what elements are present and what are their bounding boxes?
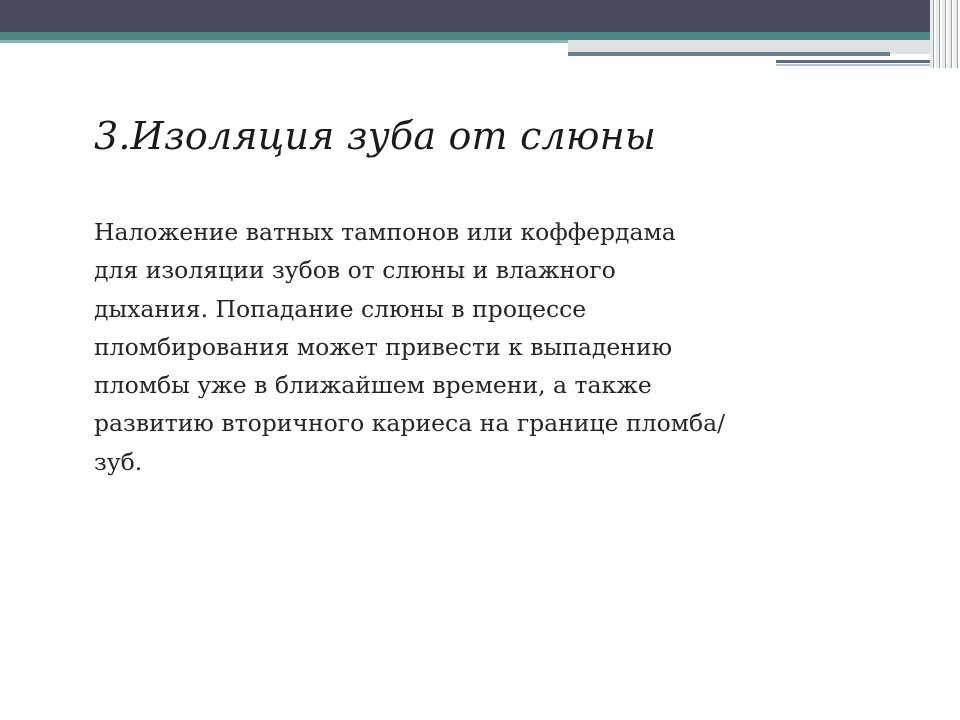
header-right-bar-line (568, 52, 890, 56)
body-line: Наложение ватных тампонов или коффердама (94, 218, 676, 246)
header-accent-thin-line (0, 40, 568, 43)
header-band (0, 0, 960, 32)
slide-title: 3.Изоляция зуба от слюны (94, 114, 656, 158)
body-line: зуб. (94, 447, 143, 476)
body-line: дыхания. Попадание слюны в процессе (94, 294, 587, 323)
header-corner-stripes (930, 0, 960, 68)
body-line: пломбы уже в ближайшем времени, а также (94, 371, 652, 400)
body-line: для изоляции зубов от слюны и влажного (94, 256, 616, 285)
header-right-underline (776, 60, 946, 63)
header-accent-line (0, 32, 960, 40)
body-line: развитию вторичного кариеса на границе пломба/ (94, 409, 726, 438)
header-right-underline-light (776, 64, 946, 66)
body-line: пломбирования может привести к выпадению (94, 332, 673, 361)
slide-body (94, 213, 884, 481)
